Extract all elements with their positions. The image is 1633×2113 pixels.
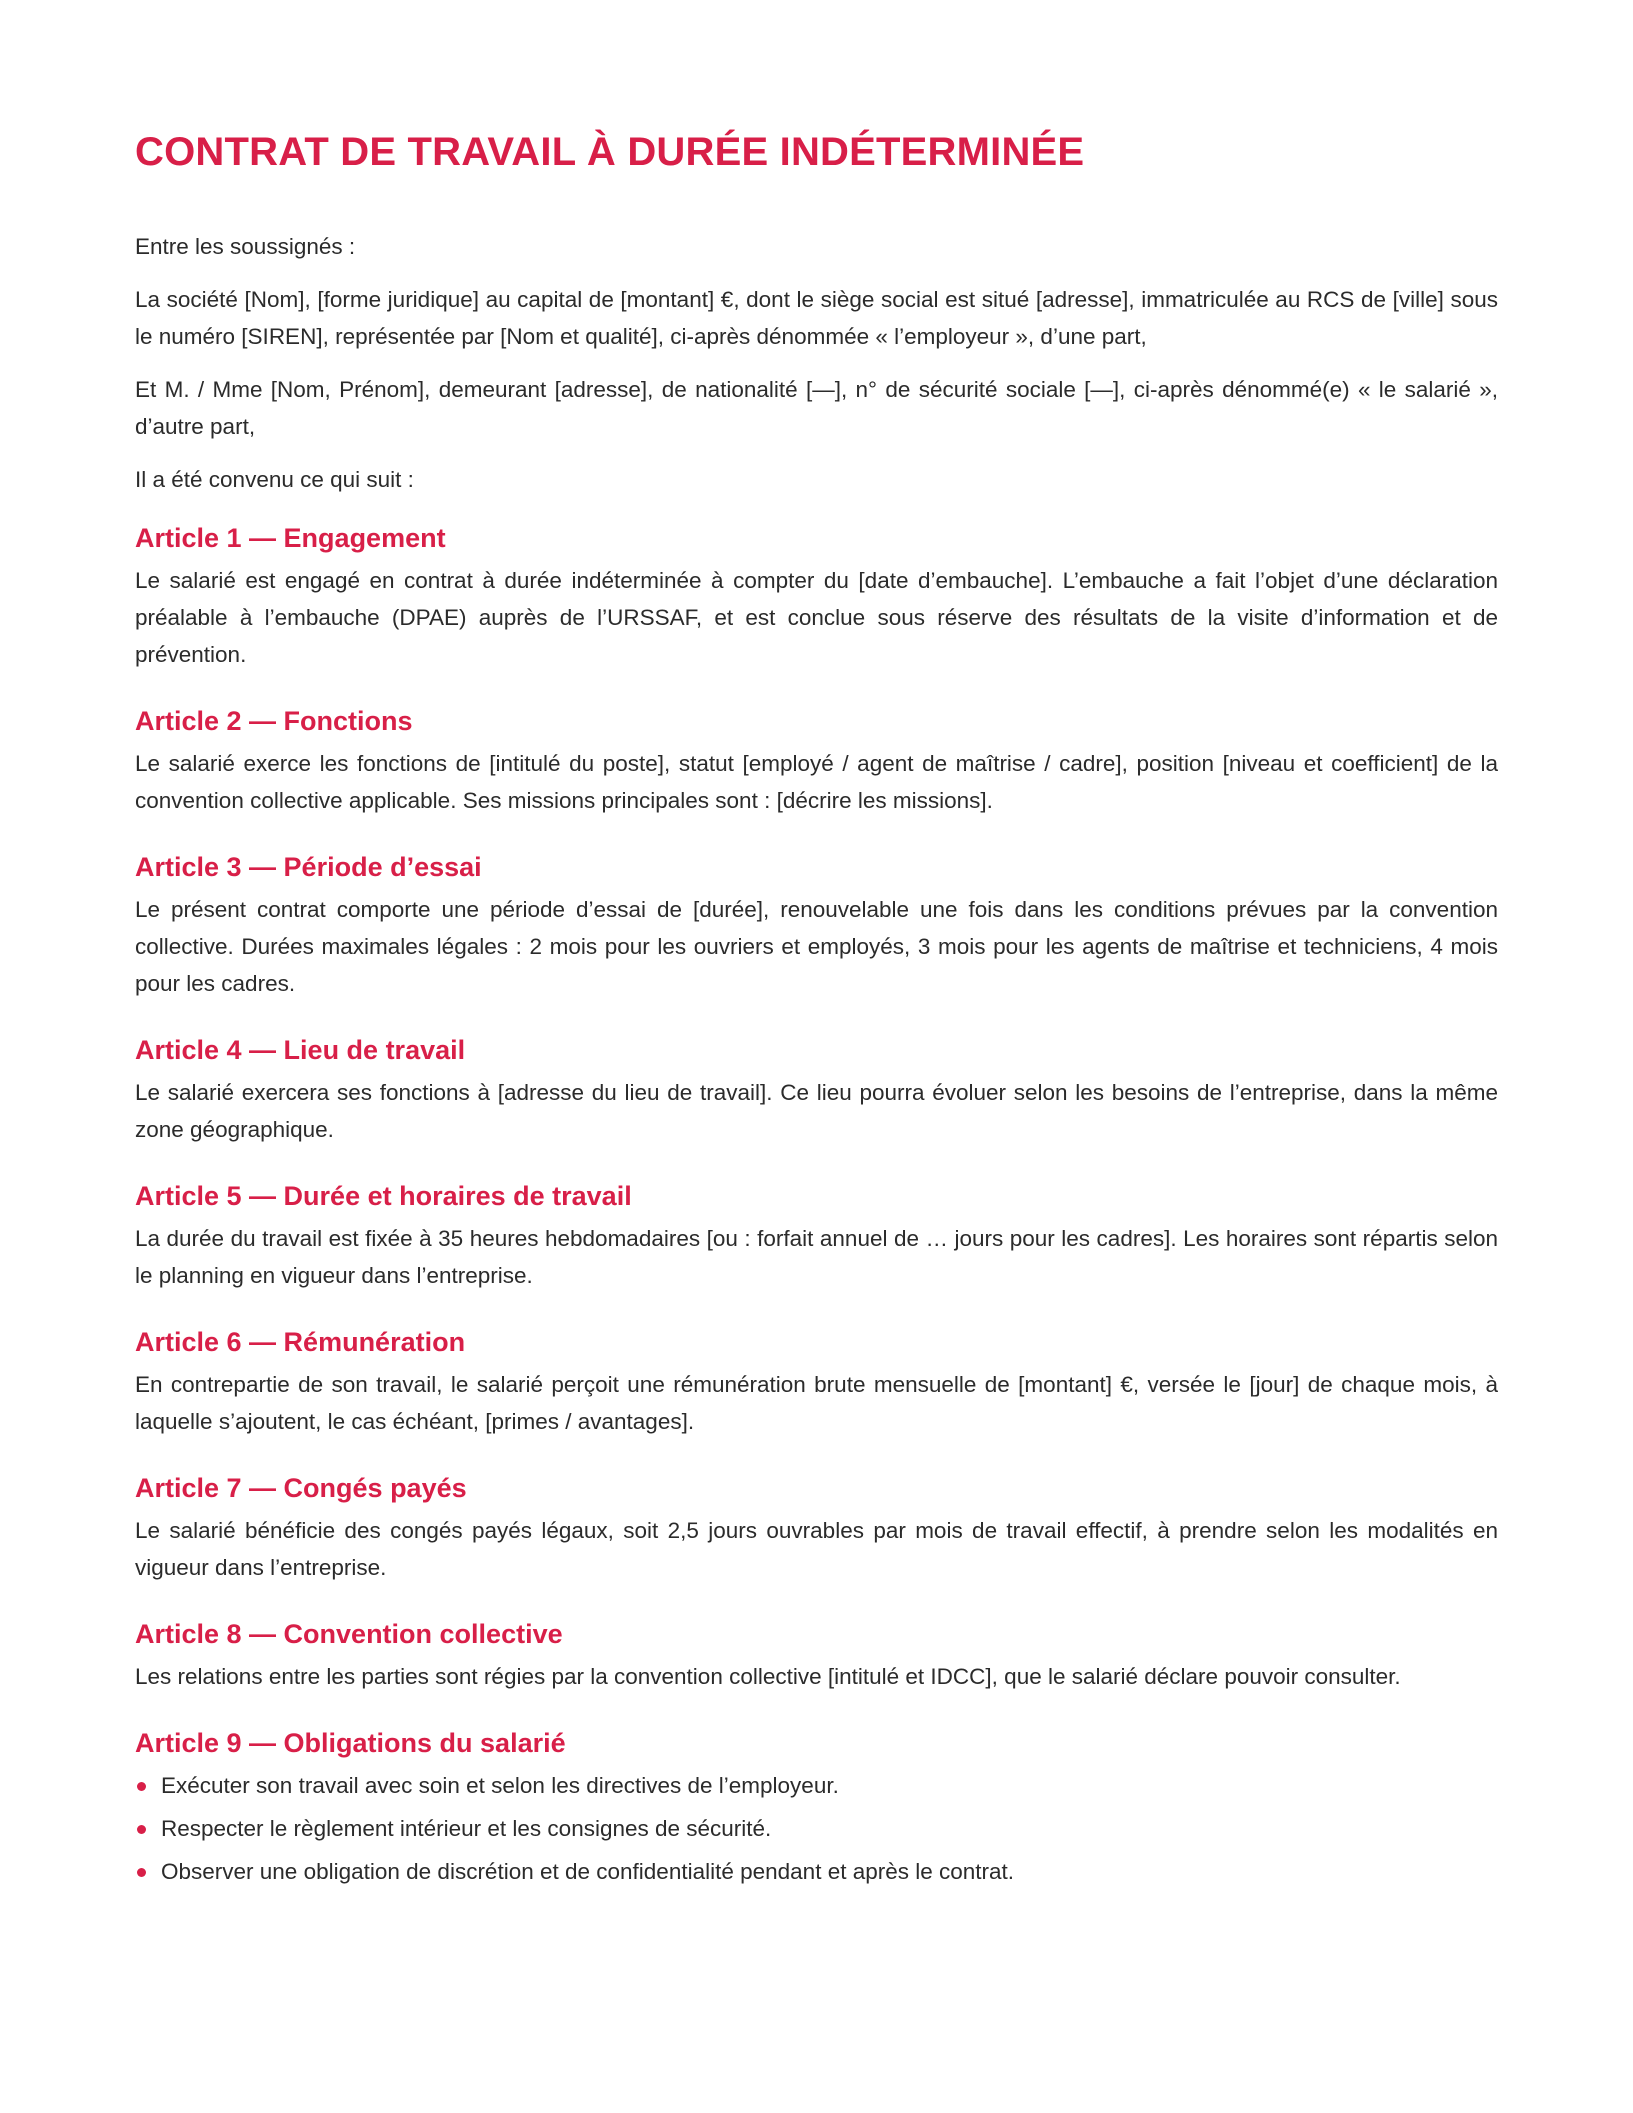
bullet-icon [137,1825,146,1834]
article-body: Les relations entre les parties sont régies par la convention collective [intitulé et IDCC], que le salarié déclare pouvoir consulter. [135,1664,1401,1689]
article-title: Article 3 — Période d’essai [135,852,482,882]
intro-agreement-line: Il a été convenu ce qui suit : [135,467,414,492]
list-item [135,1853,1498,1890]
article-1 [135,520,1498,673]
article-title: Article 4 — Lieu de travail [135,1035,466,1065]
article-2 [135,703,1498,819]
article-body: La durée du travail est fixée à 35 heures hebdomadaires [ou : forfait annuel de … jours pour les cadres]. Les horaires sont répartis selon le planning en vigueur dans l’entreprise. [135,1226,1498,1288]
article-5 [135,1178,1498,1294]
list-item [135,1767,1498,1804]
bullet-icon [137,1868,146,1877]
article-4 [135,1032,1498,1148]
article-9 [135,1725,1498,1890]
article-8 [135,1616,1498,1695]
article-7 [135,1470,1498,1586]
bullet-icon [137,1782,146,1791]
intro-parties-heading: Entre les soussignés : [135,234,356,259]
article-title: Article 6 — Rémunération [135,1327,466,1357]
list-item-text: Respecter le règlement intérieur et les consignes de sécurité. [161,1816,772,1841]
article-body: Le salarié exercera ses fonctions à [adresse du lieu de travail]. Ce lieu pourra évoluer selon les besoins de l’entreprise, dans la même zone géographique. [135,1080,1498,1142]
intro-employee-paragraph: Et M. / Mme [Nom, Prénom], demeurant [adresse], de nationalité [—], n° de sécurité sociale [—], ci-après dénommé(e) « le salarié », d’autre part, [135,377,1498,439]
article-6 [135,1324,1498,1440]
intro-employer-paragraph: La société [Nom], [forme juridique] au capital de [montant] €, dont le siège social est situé [adresse], immatriculée au RCS de [ville] sous le numéro [SIREN], représentée par [Nom et qualité], ci-après dénommée « l’employeur », d’une part, [135,287,1498,349]
article-body: Le salarié bénéficie des congés payés légaux, soit 2,5 jours ouvrables par mois de travail effectif, à prendre selon les modalités en vigueur dans l’entreprise. [135,1518,1498,1580]
article-title: Article 8 — Convention collective [135,1619,563,1649]
obligations-list [135,1767,1498,1890]
article-title: Article 1 — Engagement [135,523,446,553]
list-item-text: Exécuter son travail avec soin et selon les directives de l’employeur. [161,1773,839,1798]
list-item [135,1810,1498,1847]
article-title: Article 9 — Obligations du salarié [135,1728,566,1758]
article-body: Le salarié est engagé en contrat à durée indéterminée à compter du [date d’embauche]. L’embauche a fait l’objet d’une déclaration préalable à l’embauche (DPAE) auprès de l’URSSAF, et est conclue sous réserve des résultats de la visite d’information et de prévention. [135,568,1498,667]
article-body: En contrepartie de son travail, le salarié perçoit une rémunération brute mensuelle de [montant] €, versée le [jour] de chaque mois, à laquelle s’ajoutent, le cas échéant, [primes / avantages]. [135,1372,1498,1434]
article-3 [135,849,1498,1002]
article-title: Article 2 — Fonctions [135,706,413,736]
document-title: CONTRAT DE TRAVAIL À DURÉE INDÉTERMINÉE [135,130,1085,174]
list-item-text: Observer une obligation de discrétion et de confidentialité pendant et après le contrat. [161,1859,1015,1884]
article-body: Le salarié exerce les fonctions de [intitulé du poste], statut [employé / agent de maîtrise / cadre], position [niveau et coefficient] de la convention collective applicable. Ses missions principales sont : [décrire les missions]. [135,751,1498,813]
article-title: Article 7 — Congés payés [135,1473,467,1503]
article-title: Article 5 — Durée et horaires de travail [135,1181,632,1211]
article-body: Le présent contrat comporte une période d’essai de [durée], renouvelable une fois dans les conditions prévues par la convention collective. Durées maximales légales : 2 mois pour les ouvriers et employés, 3 mois pour les agents de maîtrise et techniciens, 4 mois pour les cadres. [135,897,1498,996]
intro-section [135,228,1498,498]
